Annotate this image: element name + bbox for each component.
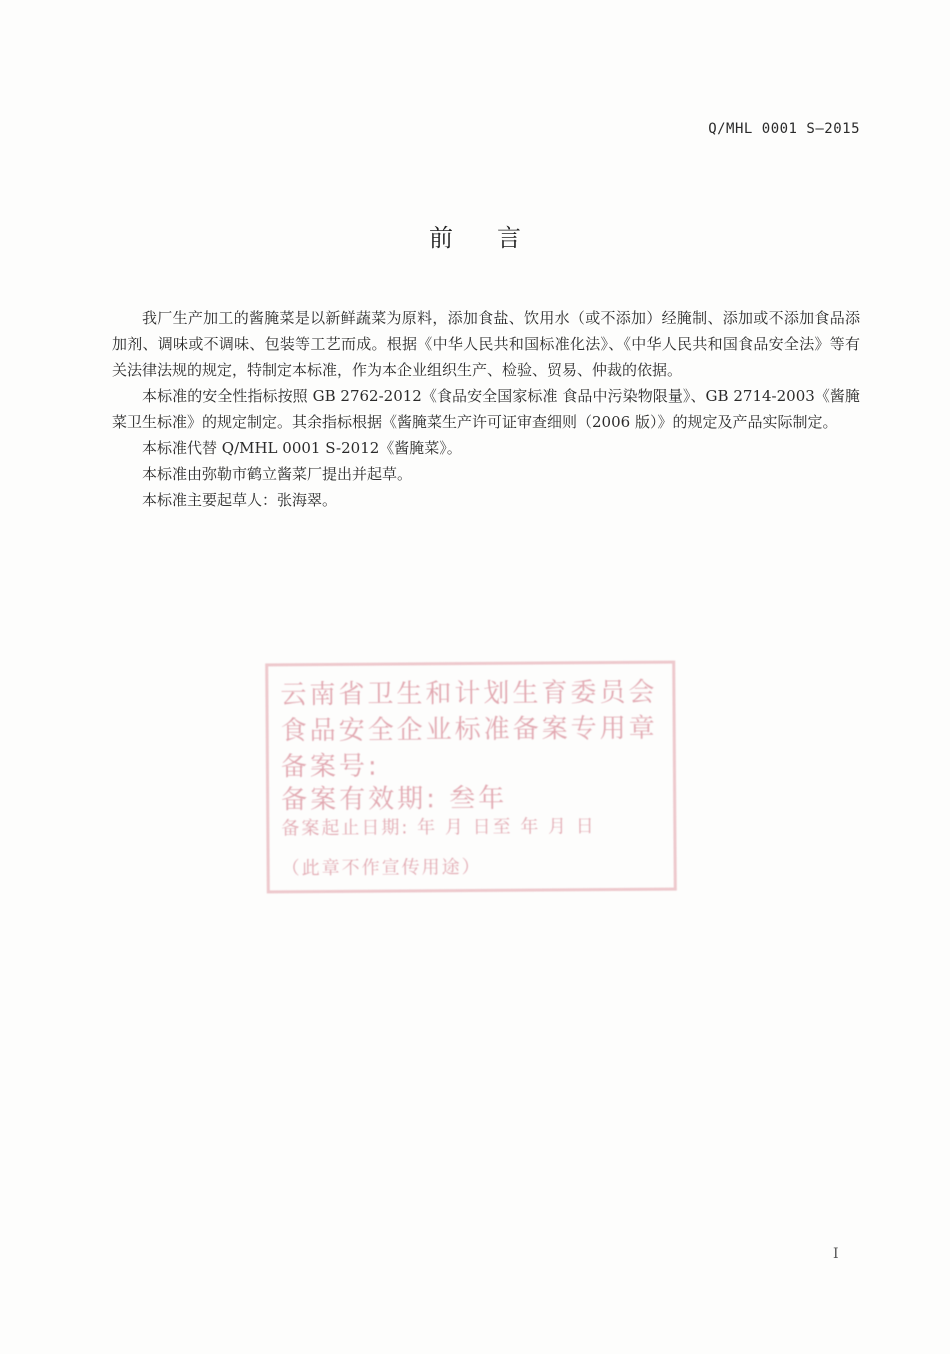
page-title: 前言 bbox=[429, 224, 565, 252]
document-code: Q/MHL 0001 S—2015 bbox=[708, 121, 860, 137]
paragraph-safety-indicators: 本标准的安全性指标按照 GB 2762-2012《食品安全国家标准 食品中污染物限量》、GB 2714-2003《酱腌菜卫生标准》的规定制定。其余指标根据《酱腌菜生产许可证审查细则（2006 版）》的规定及产品实际制定。 bbox=[112, 387, 860, 431]
stamp-line-filing-number: 备案号: bbox=[280, 751, 380, 783]
stamp-line-authority: 云南省卫生和计划生育委员会 bbox=[280, 677, 658, 711]
paragraph-drafter: 本标准主要起草人：张海翠。 bbox=[142, 491, 338, 509]
foreword-body bbox=[112, 305, 860, 513]
stamp-line-validity: 备案有效期: 叁年 bbox=[281, 783, 508, 816]
paragraph-replaces: 本标准代替 Q/MHL 0001 S-2012《酱腌菜》。 bbox=[142, 439, 462, 457]
page-number: I bbox=[833, 1246, 839, 1262]
filing-stamp bbox=[265, 661, 677, 894]
stamp-line-note: （此章不作宣传用途） bbox=[281, 856, 482, 880]
paragraph-proposer: 本标准由弥勒市鹤立酱菜厂提出并起草。 bbox=[142, 465, 413, 483]
stamp-line-dates: 备案起止日期: 年 月 日至 年 月 日 bbox=[281, 816, 596, 840]
paragraph-intro: 我厂生产加工的酱腌菜是以新鲜蔬菜为原料，添加食盐、饮用水（或不添加）经腌制、添加或不添加食品添加剂、调味或不调味、包装等工艺而成。根据《中华人民共和国标准化法》、《中华人民共和国食品安全法》等有关法律法规的规定，特制定本标准，作为本企业组织生产、检验、贸易、仲裁的依据。 bbox=[112, 309, 860, 379]
stamp-line-purpose: 食品安全企业标准备案专用章 bbox=[280, 713, 658, 747]
